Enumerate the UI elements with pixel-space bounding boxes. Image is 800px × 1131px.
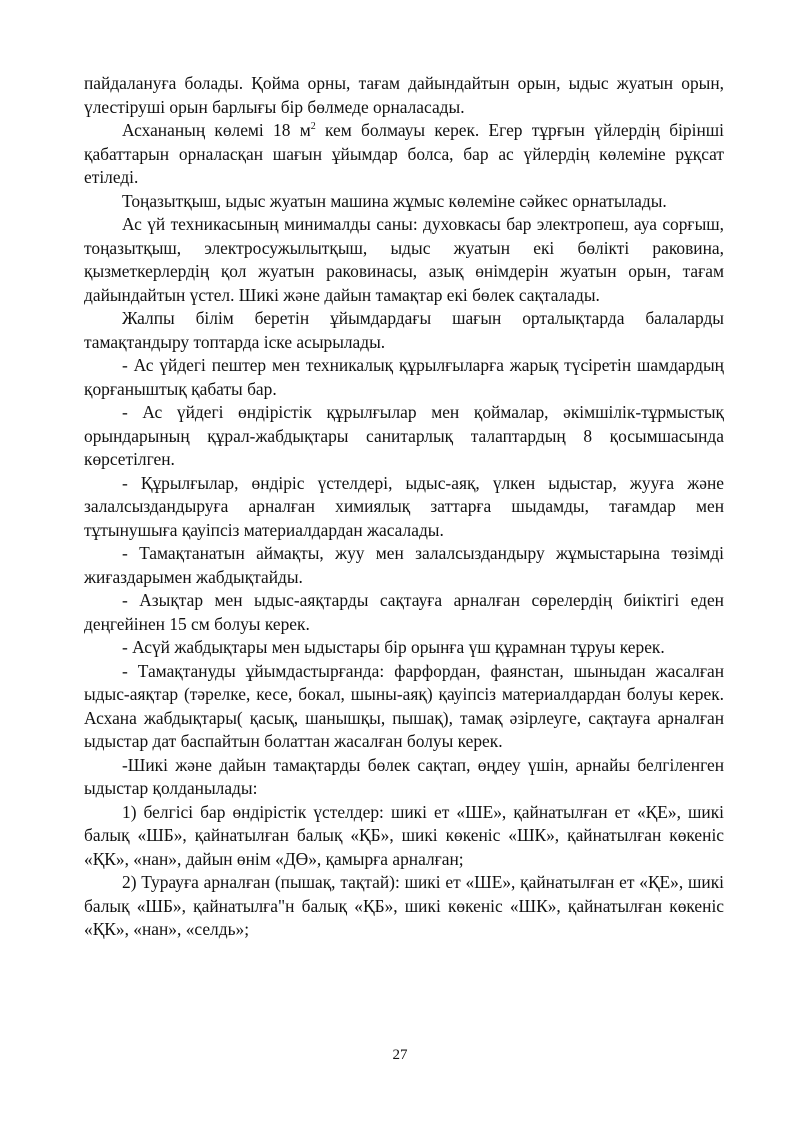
list-item-shelves: - Азықтар мен ыдыс-аяқтарды сақтауға арналған сөрелердің биіктігі еден деңгейінен 15 см болуы керек. xyxy=(84,590,724,634)
list-item-storage: - Ас үйдегі өндірістік құрылғылар мен қоймалар, әкімшілік-тұрмыстық орындарының құрал-жабдықтары санитарлық талаптардың 8 қосымшасында көрсетілген. xyxy=(84,402,724,469)
body-text xyxy=(84,72,724,942)
paragraph-canteen-area xyxy=(84,119,724,190)
list-item-lamps: - Ас үйдегі пештер мен техникалық құрылғыларға жарық түсіретін шамдардың қорғаныштық қабаты бар. xyxy=(84,355,724,399)
list-item-cutting: 2) Турауға арналған (пышақ, тақтай): шикі ет «ШЕ», қайнатылған ет «ҚЕ», шикі балық «ШБ», қайнатылға"н балық «ҚБ», шикі көкеніс «ШК», қайнатылған көкеніс «ҚК», «нан», «селдь»; xyxy=(84,872,724,939)
area-superscript: 2 xyxy=(310,121,316,132)
list-item-devices: - Құрылғылар, өндіріс үстелдері, ыдыс-аяқ, үлкен ыдыстар, жууға және залалсыздандыруға арналған химиялық заттарға шыдамды, тағамдар мен тұтынушыға қауіпсіз материалдардан жасалады. xyxy=(84,472,724,540)
list-item-kitchenware: - Асүй жабдықтары мен ыдыстары бір орынға үш құрамнан тұруы керек. xyxy=(122,637,665,657)
list-item-separate-storage: -Шикі және дайын тамақтарды бөлек сақтап, өңдеу үшін, арнайы белгіленген ыдыстар қолданылады: xyxy=(84,754,724,798)
area-text: Асхананың көлемі 18 м xyxy=(122,120,311,140)
page-number: 27 xyxy=(392,1047,408,1063)
paragraph-kitchen-equipment: Ас үй техникасының минималды саны: духовкасы бар электропеш, ауа сорғыш, тоңазытқыш, электросужылытқыш, ыдыс жуатын екі бөлікті раковина, қызметкерлердің қол жуатын раковинасы, азық өнімдерін жуатын орын, тағам дайындайтын үстел. Шикі және дайын тамақтар екі бөлек сақталады. xyxy=(84,214,724,305)
list-item-dishes: - Тамақтануды ұйымдастырғанда: фарфордан, фаянстан, шыныдан жасалған ыдыс-аяқтар (тәрелке, кесе, бокал, шыны-аяқ) қауіпсіз материалдардан болуы керек. Асхана жабдықтары( қасық, шанышқы, пышақ), тамақ әзірлеуге, сақтауға арналған ыдыстар дат баспайтын болаттан жасалған болуы керек. xyxy=(84,660,724,751)
list-item-dining-area: - Тамақтанатын аймақты, жуу мен залалсыздандыру жұмыстарына төзімді жиғаздарымен жабдықтайды. xyxy=(84,543,724,587)
area-text-rest: кем болмауы керек. Егер тұрғын үйлердің бірінші қабаттарын орналасқан шағын ұйымдар болса, бар ас үйлердің көлеміне рұқсат етіледі. xyxy=(84,120,724,187)
paragraph-refrigerator: Тоңазытқыш, ыдыс жуатын машина жұмыс көлеміне сәйкес орнатылады. xyxy=(122,190,667,211)
paragraph-continuation: пайдалануға болады. Қойма орны, тағам дайындайтын орын, ыдыс жуатын орын, үлестіруші орын барлығы бір бөлмеде орналасады. xyxy=(84,73,724,117)
list-item-tables: 1) белгісі бар өндірістік үстелдер: шикі ет «ШЕ», қайнатылған ет «ҚЕ», шикі балық «ШБ», қайнатылған балық «ҚБ», шикі көкеніс «ШК», қайнатылған көкеніс «ҚК», «нан», дайын өнім «ДӨ», қамырға арналған; xyxy=(84,801,724,869)
paragraph-small-centers: Жалпы білім беретін ұйымдардағы шағын орталықтарда балаларды тамақтандыру топтарда іске асырылады. xyxy=(84,308,724,352)
